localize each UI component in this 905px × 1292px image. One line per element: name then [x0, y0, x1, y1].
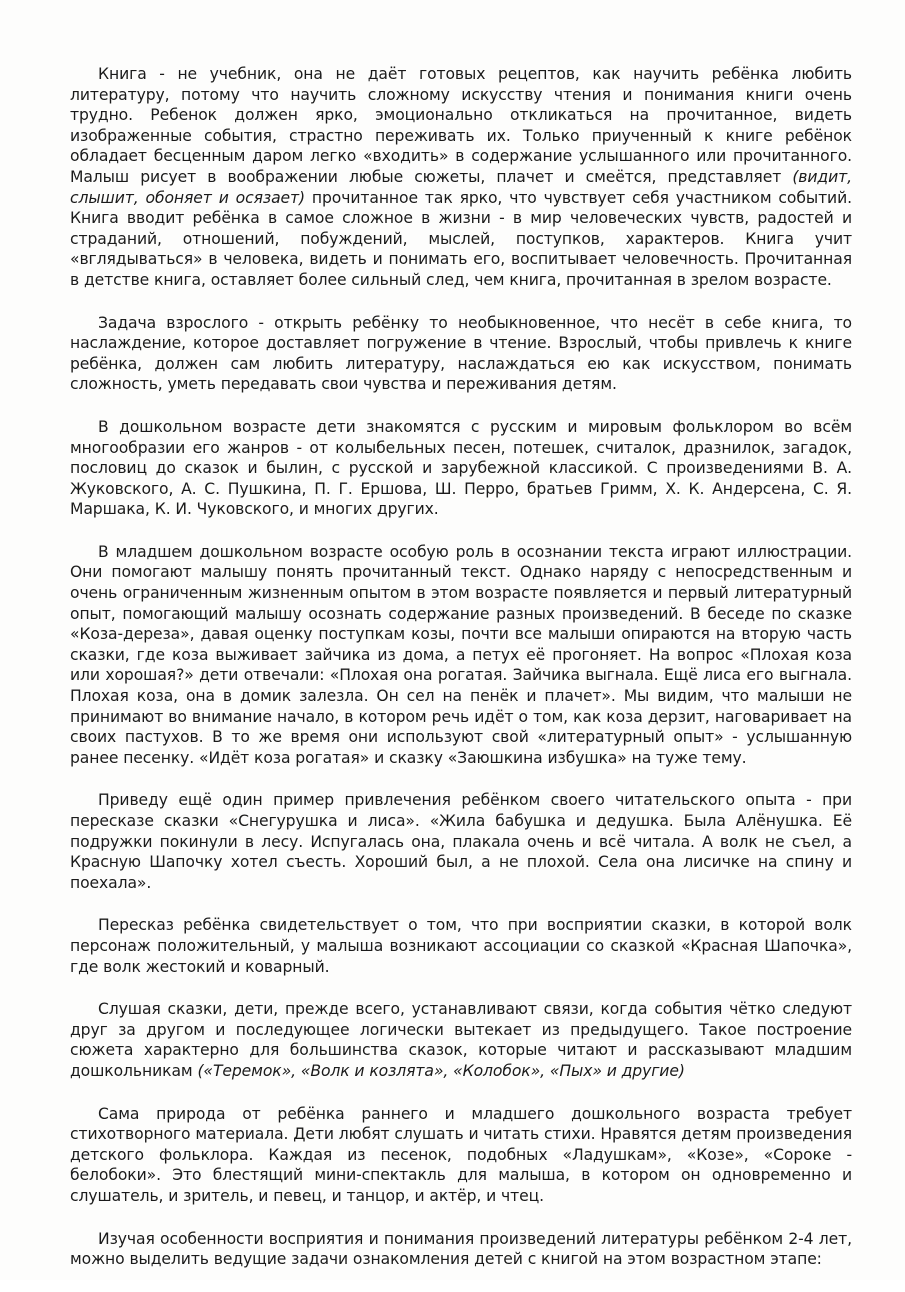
paragraph-6-part-1: Пересказ ребёнка свидетельствует о том, что при восприятии сказки, в которой волк персонаж положительный, у малыша возникают ассоциации со сказкой «Красная Шапочка», где волк жестокий и коварный. — [70, 916, 852, 976]
paragraph-1-part-2: (видит, слышит, обоняет и осязает) — [70, 167, 852, 207]
paragraph-3-part-1: В дошкольном возрасте дети знакомятся с русским и мировым фольклором во всём многообразии его жанров - от колыбельных песен, потешек, считалок, дразнилок, загадок, пословиц до сказок и былин, с русской и зарубежной классикой. С произведениями В. А. Жуковского, А. С. Пушкина, П. Г. Ершова, Ш. Перро, братьев Гримм, Х. К. Андерсена, С. Я. Маршака, К. И. Чуковского, и многих других. — [70, 417, 852, 519]
paragraph-1 — [70, 64, 852, 291]
text-column — [70, 64, 852, 1292]
paragraph-3 — [70, 417, 852, 520]
paragraph-9 — [70, 1229, 852, 1270]
paragraph-5 — [70, 790, 852, 893]
paragraph-2 — [70, 313, 852, 395]
paragraph-1-part-1: Книга - не учебник, она не даёт готовых рецептов, как научить ребёнка любить литературу, потому что научить сложному искусству чтения и понимания книги очень трудно. Ребенок должен ярко, эмоционально откликаться на прочитанное, видеть изображенные события, страстно переживать их. Только приученный к книге ребёнок обладает бесценным даром легко «входить» в содержание услышанного или прочитанного. Малыш рисует в воображении любые сюжеты, плачет и смеётся, представляет — [70, 65, 852, 186]
paragraph-7 — [70, 999, 852, 1081]
paragraph-7-part-2: («Теремок», «Волк и козлята», «Колобок», «Пых» и другие) — [197, 1061, 685, 1080]
paragraph-1-part-3: прочитанное так ярко, что чувствует себя участником событий. Книга вводит ребёнка в самое сложное в жизни - в мир человеческих чувств, радостей и страданий, отношений, побуждений, мыслей, поступков, характеров. Книга учит «вглядываться» в человека, видеть и понимать его, воспитывает человечность. Прочитанная в детстве книга, оставляет более сильный след, чем книга, прочитанная в зрелом возрасте. — [70, 188, 852, 289]
paragraph-8-part-1: Сама природа от ребёнка раннего и младшего дошкольного возраста требует стихотворного материала. Дети любят слушать и читать стихи. Нравятся детям произведения детского фольклора. Каждая из песенок, подобных «Ладушкам», «Козе», «Сороке - белобоки». Это блестящий мини-спектакль для малыша, в котором он одновременно и слушатель, и зритель, и певец, и танцор, и актёр, и чтец. — [70, 1104, 852, 1205]
paragraph-2-part-1: Задача взрослого - открыть ребёнку то необыкновенное, что несёт в себе книга, то наслаждение, которое доставляет погружение в чтение. Взрослый, чтобы привлечь к книге ребёнка, должен сам любить литературу, наслаждаться ею как искусством, понимать сложность, уметь передавать свои чувства и переживания детям. — [70, 313, 852, 394]
paragraph-6 — [70, 915, 852, 977]
paragraph-7-part-1: Слушая сказки, дети, прежде всего, устанавливают связи, когда события чётко следуют друг за другом и последующее логически вытекает из предыдущего. Такое построение сюжета характерно для большинства сказок, которые читают и рассказывают младшим дошкольникам — [70, 1000, 852, 1080]
paragraph-8 — [70, 1104, 852, 1207]
paragraph-5-part-1: Приведу ещё один пример привлечения ребёнком своего читательского опыта - при пересказе сказки «Снегурушка и лиса». «Жила бабушка и дедушка. Была Алёнушка. Её подружки покинули в лесу. Испугалась она, плакала очень и всё читала. А волк не съел, а Красную Шапочку хотел съесть. Хороший был, а не плохой. Села она лисичке на спину и поехала». — [70, 791, 852, 892]
paragraph-9-part-1: Изучая особенности восприятия и понимания произведений литературы ребёнком 2-4 лет, можно выделить ведущие задачи ознакомления детей с книгой на этом возрастном этапе: — [70, 1229, 852, 1269]
paragraph-4-part-1: В младшем дошкольном возрасте особую роль в осознании текста играют иллюстрации. Они помогают малышу понять прочитанный текст. Однако наряду с непосредственным и очень ограниченным жизненным опытом в этом возрасте появляется и первый литературный опыт, помогающий малышу осознать содержание разных произведений. В беседе по сказке «Коза-дереза», давая оценку поступкам козы, почти все малыши опираются на вторую часть сказки, где коза выживает зайчика из дома, а петух её прогоняет. На вопрос «Плохая коза или хорошая?» дети отвечали: «Плохая она рогатая. Зайчика выгнала. Ещё лиса его выгнала. Плохая коза, она в домик залезла. Он сел на пенёк и плачет». Мы видим, что малыши не принимают во внимание начало, в котором речь идёт о том, как коза дерзит, наговаривает на своих пастухов. В то же время они используют свой «литературный опыт» - услышанную ранее песенку. «Идёт коза рогатая» и сказку «Заюшкина избушка» на туже тему. — [70, 542, 852, 767]
paragraph-4 — [70, 542, 852, 769]
